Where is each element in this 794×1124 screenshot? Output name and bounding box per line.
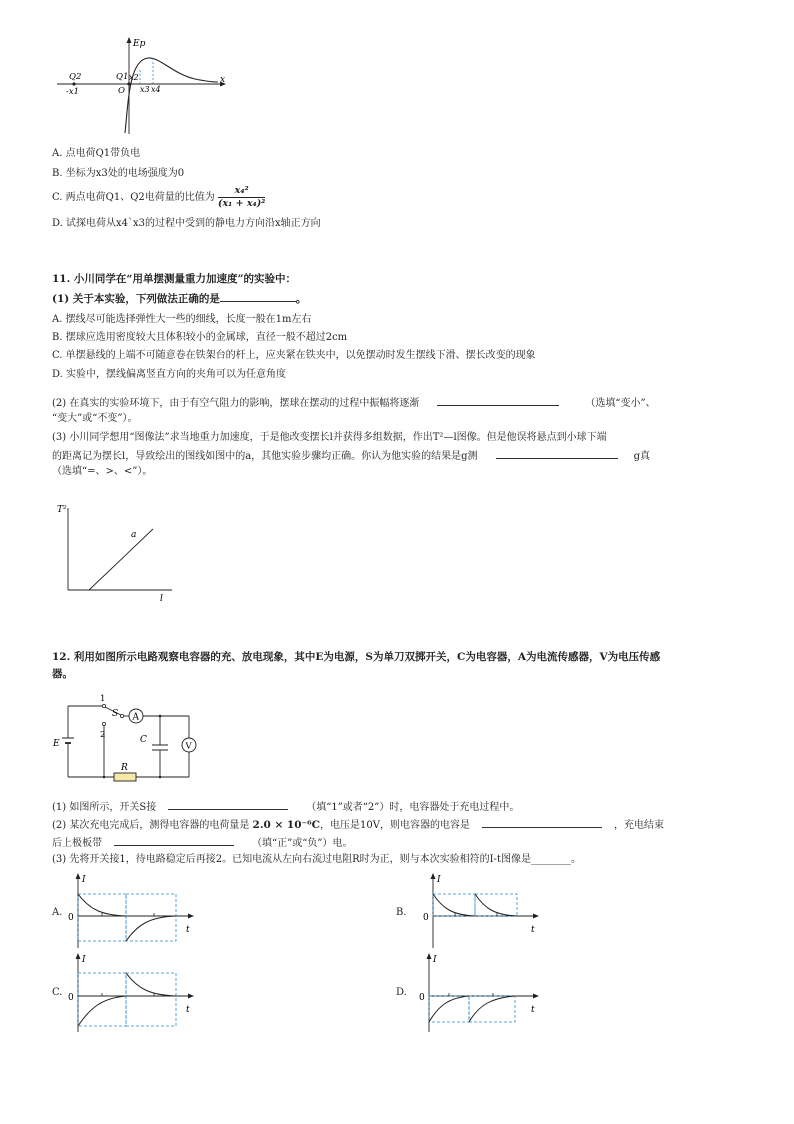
q11-part1 xyxy=(52,290,306,307)
it-b-i-label: I xyxy=(437,875,441,885)
q11-part2-hint: （选填“变小”、 xyxy=(585,398,656,409)
circuit-diagram xyxy=(52,690,202,785)
q12-part2-plate: 后上极板带 xyxy=(52,838,102,849)
option-d-label: D. xyxy=(396,987,407,998)
q12-charge-value: 2.0 × 10⁻⁶C xyxy=(252,819,321,831)
it-graph-b xyxy=(413,872,543,950)
l-label: l xyxy=(160,594,163,602)
q11-part2-line2: “变大”或“不变”）。 xyxy=(52,413,138,424)
q12-part3: (3) 先将开关接1，待电路稳定后再接2。已知电流从左向右流过电阻R时为正，则与本次实验相符的I-t图像是________。 xyxy=(52,854,581,865)
q12-title-line1: 12. 利用如图所示电路观察电容器的充、放电现象，其中E为电源，S为单刀双掷开关，C为电容器，A为电流传感器，V为电压传感 xyxy=(52,651,661,663)
q10-option-c xyxy=(52,183,265,213)
q12-part2-end: ，充电结束 xyxy=(613,820,664,831)
voltmeter-v-label: V xyxy=(185,741,192,752)
q11-option-c: C. 单摆悬线的上端不可随意卷在铁架台的杆上，应夹紧在铁夹中，以免摆动时发生摆线下滑、摆长改变的现象 xyxy=(52,350,536,361)
q1-label: Q1 xyxy=(116,72,129,82)
q10-option-a: A. 点电荷Q1带负电 xyxy=(52,148,141,159)
q12-part1-blank[interactable] xyxy=(168,798,288,810)
q10-option-b: B. 坐标为x3处的电场强度为0 xyxy=(52,168,185,179)
q11-option-b: B. 摆球应选用密度较大且体积较小的金属球，直径一般不超过2cm xyxy=(52,332,348,343)
ammeter-a-label: A xyxy=(132,712,139,723)
q12-capacitance-blank[interactable] xyxy=(482,816,602,828)
option-b-label: B. xyxy=(396,907,407,918)
it-d-zero-label: 0 xyxy=(419,993,425,1003)
q10-option-d: D. 试探电荷从x4`x3的过程中受到的静电力方向沿x轴正方向 xyxy=(52,218,321,229)
q11-part3-gtrue: g真 xyxy=(633,451,650,462)
q2-label: Q2 xyxy=(69,72,82,82)
ratio-fraction xyxy=(218,185,265,210)
ratio-denominator: (x₁ + x₄)² xyxy=(217,198,266,209)
it-graph-c xyxy=(68,952,198,1034)
capacitor-c-label: C xyxy=(140,735,147,745)
it-c-zero-label: 0 xyxy=(68,993,74,1003)
q11-part3-text: 的距离记为摆长l，导致绘出的图线如图中的a，其他实验步骤均正确。你认为他实验的结果是g测 xyxy=(52,451,478,462)
origin-label: O xyxy=(118,86,125,96)
it-b-t-label: t xyxy=(531,925,535,935)
t2-l-graph xyxy=(52,500,177,602)
q11-part1-text: (1) 关于本实验，下列做法正确的是 xyxy=(52,293,220,305)
option-c-label: C. xyxy=(52,987,63,998)
q11-part2-blank[interactable] xyxy=(437,394,559,406)
line-a-label: a xyxy=(131,530,137,540)
battery-e-label: E xyxy=(53,739,60,749)
q12-part2-line1 xyxy=(52,816,664,833)
t2-label: T² xyxy=(57,505,67,515)
it-graph-d xyxy=(413,952,543,1034)
q11-title: 11. 小川同学在“用单摆测量重力加速度”的实验中： xyxy=(52,273,297,285)
it-b-zero-label: 0 xyxy=(423,913,429,923)
it-d-t-label: t xyxy=(531,1005,535,1015)
it-c-i-label: I xyxy=(82,955,86,965)
x2-label: x2 xyxy=(129,73,139,82)
q11-part1-end: 。 xyxy=(295,293,307,305)
q12-part1-hint: （填“1”或者“2”）时，电容器处于充电过程中。 xyxy=(306,802,520,813)
it-a-t-label: t xyxy=(186,925,190,935)
x-axis-label: x xyxy=(220,75,226,85)
it-c-t-label: t xyxy=(186,1005,190,1015)
q11-option-a: A. 摆线尽可能选择弹性大一些的细线，长度一般在1m左右 xyxy=(52,314,312,325)
x3-label: x3 xyxy=(140,85,150,94)
q12-part2-hint: （填“正”或“负”）电。 xyxy=(252,838,353,849)
q11-part2-text: (2) 在真实的实验环境下，由于有空气阻力的影响，摆球在摆动的过程中振幅将逐渐 xyxy=(52,398,420,409)
q12-title-line2: 器。 xyxy=(52,668,73,680)
switch-s-label: S xyxy=(112,709,119,719)
q12-part1 xyxy=(52,798,519,815)
q10-option-c-text: C. 两点电荷Q1、Q2电荷量的比值为 xyxy=(52,192,215,203)
x4-label: x4 xyxy=(151,85,161,94)
q12-part2-line2 xyxy=(52,834,352,851)
q11-part1-blank[interactable] xyxy=(220,290,296,302)
q11-part3-line1: (3) 小川同学想用“图像法”求当地重力加速度，于是他改变摆长l并获得多组数据，作出T²—l图像。但是他误将悬点到小球下端 xyxy=(52,432,607,443)
switch-pos-2-label: 2 xyxy=(100,730,106,740)
resistor-r-label: R xyxy=(121,763,128,773)
q11-part3-line3: （选填“=、>、<”）。 xyxy=(52,466,153,477)
switch-pos-1-label: 1 xyxy=(100,694,106,704)
ep-label: Ep xyxy=(133,39,146,49)
q12-part2-text: (2) 某次充电完成后，测得电容器的电荷量是 xyxy=(52,820,250,831)
q11-part2-line1 xyxy=(52,394,656,411)
q11-part3-line2 xyxy=(52,447,650,464)
q11-option-d: D. 实验中，摆线偏离竖直方向的夹角可以为任意角度 xyxy=(52,369,287,380)
q12-polarity-blank[interactable] xyxy=(114,834,234,846)
it-d-i-label: I xyxy=(433,955,437,965)
neg-x1-label: -x1 xyxy=(66,87,80,97)
option-a-label: A. xyxy=(52,907,63,918)
ratio-numerator: x₄² xyxy=(218,185,265,198)
it-a-zero-label: 0 xyxy=(68,913,74,923)
q11-part3-blank[interactable] xyxy=(496,447,618,459)
q12-part1-text: (1) 如图所示，开关S接 xyxy=(52,802,157,813)
q12-part2-voltage: ，电压是10V，则电容器的电容是 xyxy=(320,820,470,831)
it-a-i-label: I xyxy=(82,875,86,885)
it-graph-a xyxy=(68,872,198,950)
ep-x-graph xyxy=(55,34,230,138)
